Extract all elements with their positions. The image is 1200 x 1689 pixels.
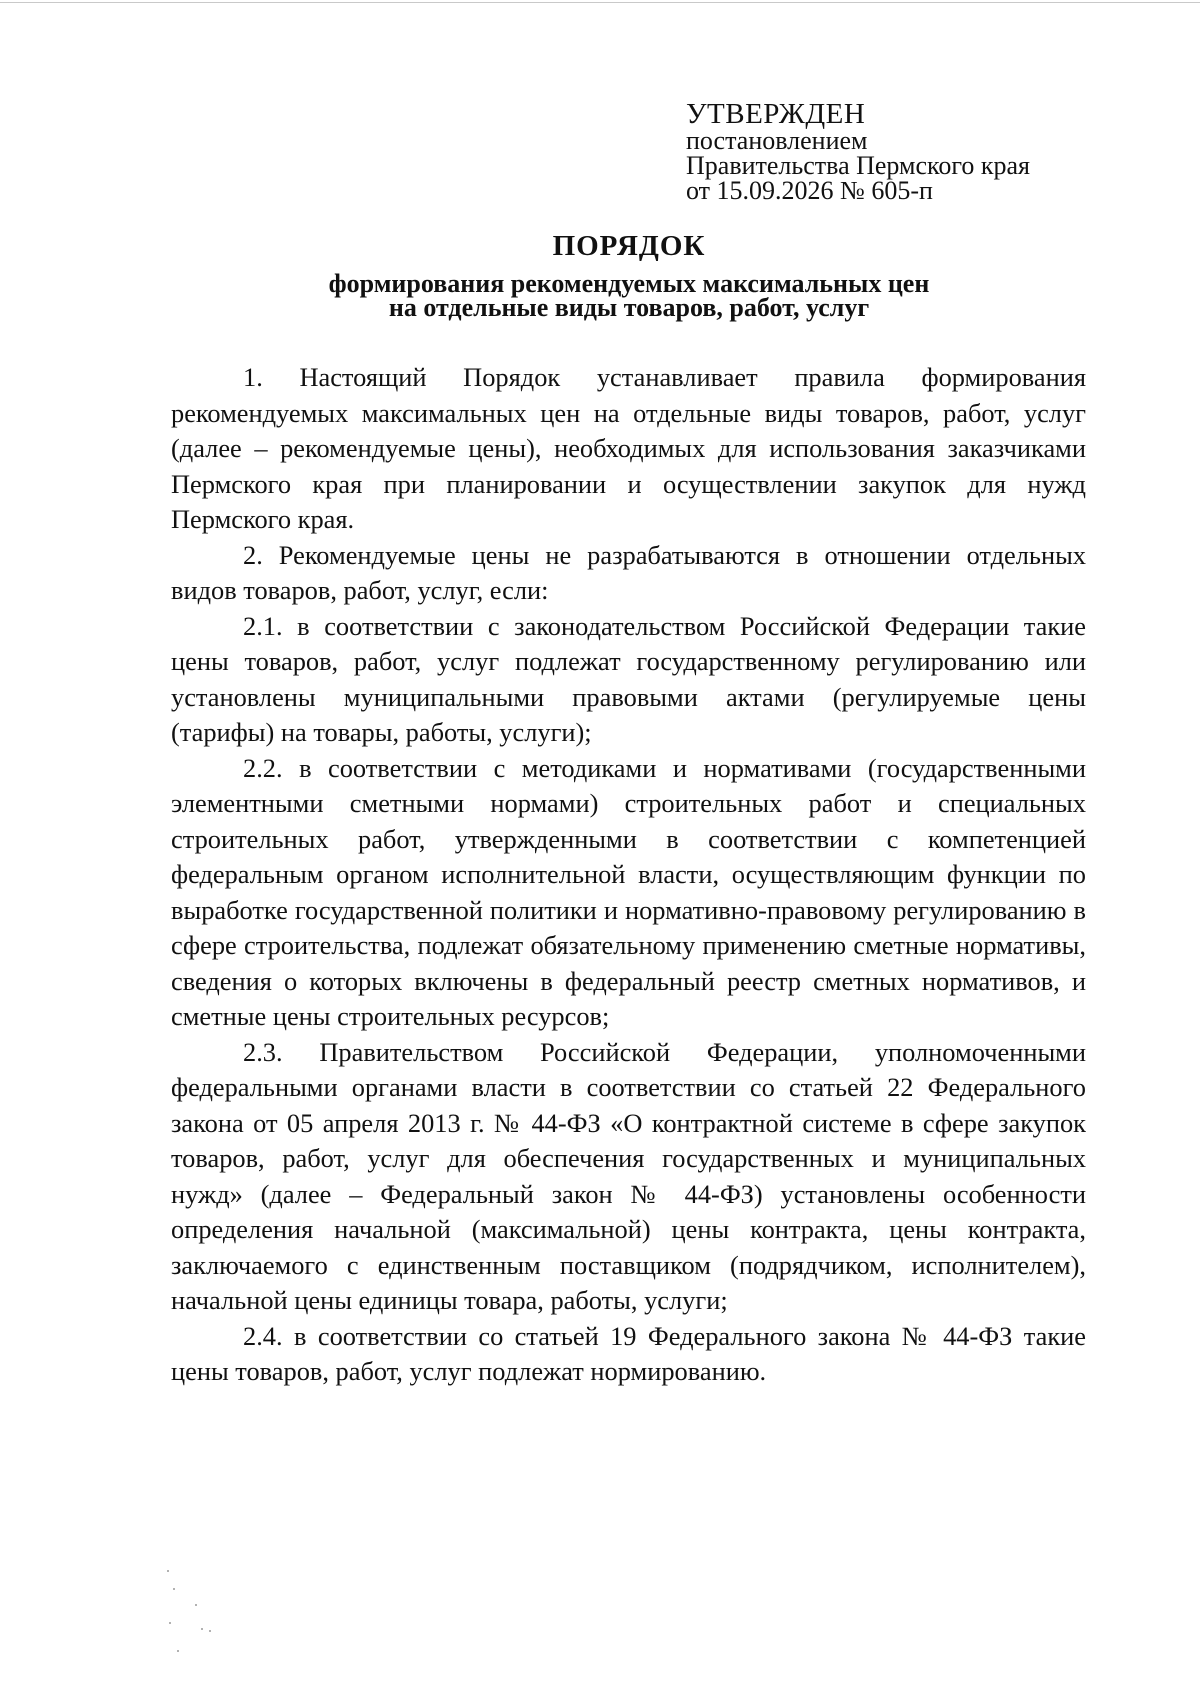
approval-line-1: постановлением [686,126,868,155]
paragraph-2-1: 2.1. в соответствии с законодательством Российской Федерации такие цены товаров, работ, услуг подлежат государственному регулированию или установлены муниципальными правовыми актами (регулируемые цены (тарифы) на товары, работы, услуги); [171,610,1086,747]
approval-stamp-block [686,100,1086,203]
paragraph-2-2: 2.2. в соответствии с методиками и нормативами (государственными элементными сметными нормами) строительных работ и специальных строительных работ, утвержденными в соответствии с компетенцией федеральным органом исполнительной власти, осуществляющим функции по выработке государственной политики и нормативно-правовому регулированию в сфере строительства, подлежат обязательному применению сметные нормативы, сведения о которых включены в федеральный реестр сметных нормативов, и сметные цены строительных ресурсов; [171,752,1086,1031]
scan-edge-line [0,2,1200,3]
document-body [171,360,1086,1390]
paragraph-2-4: 2.4. в соответствии со статьей 19 Федерального закона № 44-ФЗ такие цены товаров, работ, услуг подлежат нормированию. [171,1320,1086,1386]
document-subtitle [0,269,1200,322]
subtitle-line-1: формирования рекомендуемых максимальных цен [328,269,930,298]
approval-line-3: от 15.09.2026 № 605-п [686,176,933,205]
paragraph-2-3: 2.3. Правительством Российской Федерации, уполномоченными федеральными органами власти в соответствии со статьей 22 Федерального закона от 05 апреля 2013 г. № 44-ФЗ «О контрактной системе в сфере закупок товаров, работ, услуг для обеспечения государственных и муниципальных нужд» (далее – Федеральный закон № 44-ФЗ) установлены особенности определения начальной (максимальной) цены контракта, цены контракта, заключаемого с единственным поставщиком (подрядчиком, исполнителем), начальной цены единицы товара, работы, услуги; [171,1036,1086,1315]
paragraph-1: 1. Настоящий Порядок устанавливает правила формирования рекомендуемых максимальных цен на отдельные виды товаров, работ, услуг (далее – рекомендуемые цены), необходимых для использования заказчиками Пермского края при планировании и осуществлении закупок для нужд Пермского края. [171,362,1086,534]
paragraph-2: 2. Рекомендуемые цены не разрабатываются в отношении отдельных видов товаров, работ, услуг, если: [171,539,1086,605]
approval-heading: УТВЕРЖДЕН [686,98,866,130]
subtitle-line-2: на отдельные виды товаров, работ, услуг [388,293,870,322]
document-title: ПОРЯДОК [552,230,706,262]
scan-noise-specks [165,1560,245,1670]
approval-line-2: Правительства Пермского края [686,151,1030,180]
